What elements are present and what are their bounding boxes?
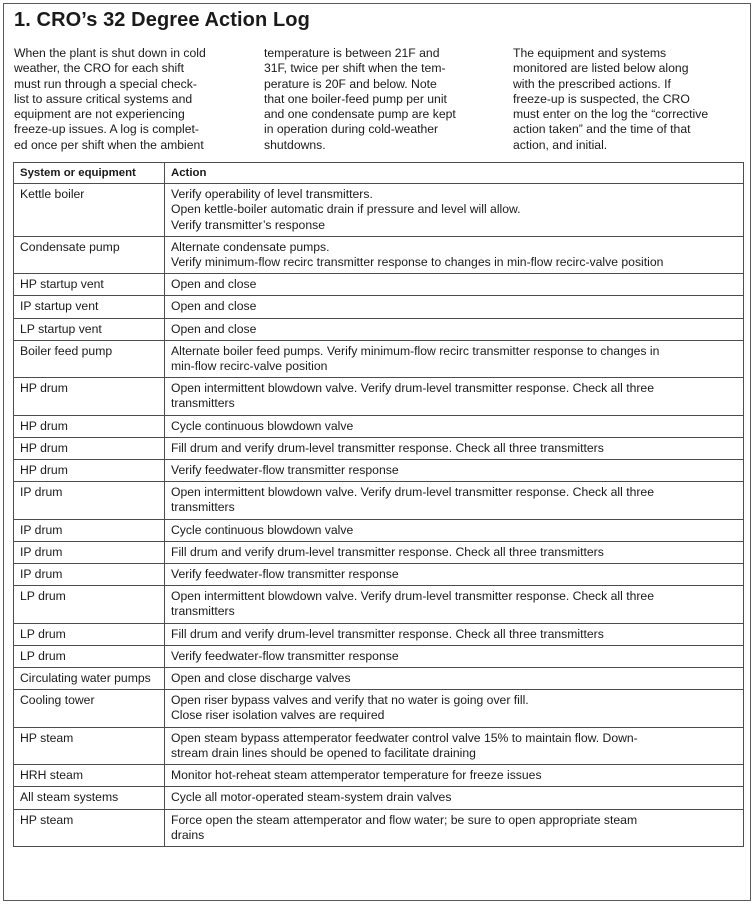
system-cell: Cooling tower — [14, 690, 165, 727]
action-cell: Verify feedwater-flow transmitter response — [165, 564, 744, 586]
action-log-table — [13, 162, 744, 847]
table-row — [14, 564, 744, 586]
action-cell: Open intermittent blowdown valve. Verify drum-level transmitter response. Check all three transmitters — [165, 482, 744, 519]
table-row — [14, 623, 744, 645]
system-cell: LP drum — [14, 623, 165, 645]
table-row — [14, 645, 744, 667]
system-cell: LP drum — [14, 586, 165, 623]
intro-column-3: The equipment and systems monitored are listed below along with the prescribed actions. If freeze-up is suspected, the CRO must enter on the log the “corrective action taken” and the time of that action, and initial. — [513, 46, 709, 152]
page-title: 1. CRO’s 32 Degree Action Log — [14, 9, 310, 31]
system-cell: HP drum — [14, 460, 165, 482]
table-row — [14, 274, 744, 296]
action-cell: Open and close discharge valves — [165, 668, 744, 690]
system-cell: HP steam — [14, 809, 165, 846]
system-cell: HP drum — [14, 415, 165, 437]
system-cell: HRH steam — [14, 765, 165, 787]
system-cell: IP drum — [14, 564, 165, 586]
action-cell: Open intermittent blowdown valve. Verify drum-level transmitter response. Check all three transmitters — [165, 378, 744, 415]
action-cell: Cycle continuous blowdown valve — [165, 519, 744, 541]
action-cell: Open riser bypass valves and verify that no water is going over fill. Close riser isolation valves are required — [165, 690, 744, 727]
table-row — [14, 482, 744, 519]
system-cell: HP steam — [14, 727, 165, 764]
table-row — [14, 184, 744, 237]
action-cell: Open and close — [165, 318, 744, 340]
system-cell: IP drum — [14, 519, 165, 541]
table-row — [14, 668, 744, 690]
action-cell: Alternate boiler feed pumps. Verify minimum-flow recirc transmitter response to changes in min-flow recirc-valve position — [165, 340, 744, 377]
system-cell: HP drum — [14, 378, 165, 415]
table-row — [14, 787, 744, 809]
table-row — [14, 727, 744, 764]
action-cell: Open and close — [165, 274, 744, 296]
table-row — [14, 519, 744, 541]
table-row — [14, 415, 744, 437]
system-cell: LP drum — [14, 645, 165, 667]
system-cell: IP drum — [14, 541, 165, 563]
action-cell: Fill drum and verify drum-level transmitter response. Check all three transmitters — [165, 541, 744, 563]
system-cell: IP startup vent — [14, 296, 165, 318]
intro-column-1: When the plant is shut down in cold weather, the CRO for each shift must run through a special check- list to assure critical systems and equipment are not experiencing freeze-up issues. A log is complet- ed once per shift when the ambient — [14, 46, 206, 152]
table-row — [14, 586, 744, 623]
action-cell: Fill drum and verify drum-level transmitter response. Check all three transmitters — [165, 623, 744, 645]
action-cell: Fill drum and verify drum-level transmitter response. Check all three transmitters — [165, 437, 744, 459]
action-cell: Open steam bypass attemperator feedwater control valve 15% to maintain flow. Down- stream drain lines should be opened to facilitate draining — [165, 727, 744, 764]
table-row — [14, 809, 744, 846]
table-row — [14, 340, 744, 377]
header-system: System or equipment — [14, 163, 165, 184]
system-cell: Circulating water pumps — [14, 668, 165, 690]
table-row — [14, 236, 744, 273]
action-cell: Verify operability of level transmitters. Open kettle-boiler automatic drain if pressure and level will allow. Verify transmitter’s response — [165, 184, 744, 237]
system-cell: All steam systems — [14, 787, 165, 809]
action-cell: Cycle continuous blowdown valve — [165, 415, 744, 437]
system-cell: HP startup vent — [14, 274, 165, 296]
action-cell: Alternate condensate pumps. Verify minimum-flow recirc transmitter response to changes in min-flow recirc-valve position — [165, 236, 744, 273]
table-row — [14, 296, 744, 318]
table-row — [14, 541, 744, 563]
action-cell: Open intermittent blowdown valve. Verify drum-level transmitter response. Check all three transmitters — [165, 586, 744, 623]
table-row — [14, 378, 744, 415]
table-row — [14, 318, 744, 340]
table-row — [14, 765, 744, 787]
system-cell: HP drum — [14, 437, 165, 459]
table-header-row — [14, 163, 744, 184]
intro-column-2: temperature is between 21F and 31F, twice per shift when the tem- perature is 20F and below. Note that one boiler-feed pump per unit and one condensate pump are kept in operation during cold-weather shutdowns. — [264, 46, 456, 152]
system-cell: Kettle boiler — [14, 184, 165, 237]
action-cell: Cycle all motor-operated steam-system drain valves — [165, 787, 744, 809]
action-cell: Force open the steam attemperator and flow water; be sure to open appropriate steam drains — [165, 809, 744, 846]
action-cell: Open and close — [165, 296, 744, 318]
system-cell: IP drum — [14, 482, 165, 519]
action-cell: Monitor hot-reheat steam attemperator temperature for freeze issues — [165, 765, 744, 787]
system-cell: Boiler feed pump — [14, 340, 165, 377]
system-cell: Condensate pump — [14, 236, 165, 273]
table-row — [14, 437, 744, 459]
table-row — [14, 460, 744, 482]
action-cell: Verify feedwater-flow transmitter response — [165, 645, 744, 667]
action-cell: Verify feedwater-flow transmitter response — [165, 460, 744, 482]
header-action: Action — [165, 163, 744, 184]
table-row — [14, 690, 744, 727]
system-cell: LP startup vent — [14, 318, 165, 340]
